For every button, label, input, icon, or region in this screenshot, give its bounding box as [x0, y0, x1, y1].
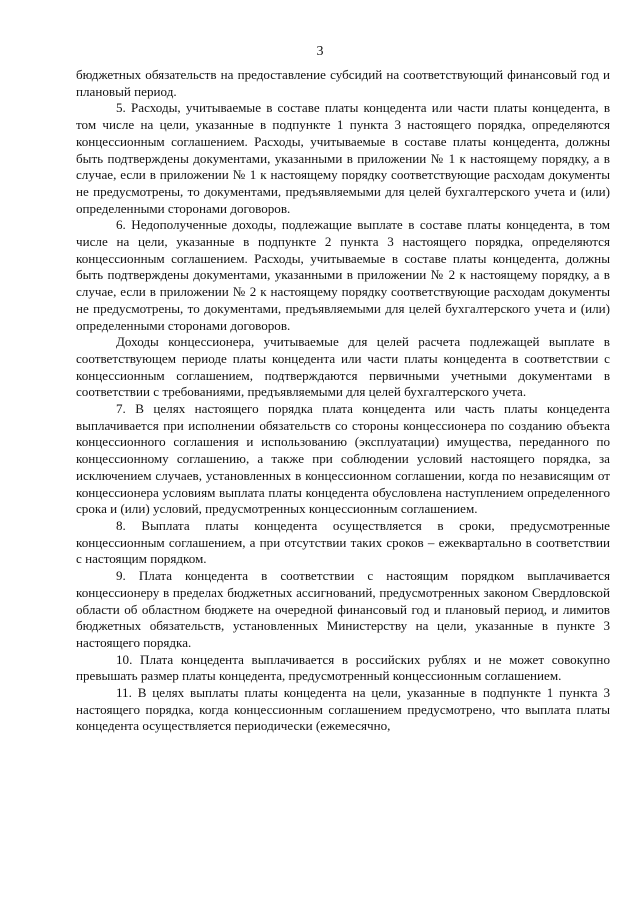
- paragraph-10: 10. Плата концедента выплачивается в российских рублях и не может совокупно превышать размер платы концедента, предусмотренный концессионным соглашением.: [76, 651, 610, 684]
- paragraph-9: 9. Плата концедента в соответствии с настоящим порядком выплачивается концессионеру в пределах бюджетных ассигнований, предусмотренных законом Свердловской области об областном бюджете на очередной финансовый год и плановый период, и лимитов бюджетных обязательств, установленных Министерству на цели, указанные в пункте 3 настоящего порядка.: [76, 568, 610, 650]
- paragraph-6-income: Доходы концессионера, учитываемые для целей расчета подлежащей выплате в соответствующем периоде платы концедента или части платы концедента в соответствии с концессионным соглашением, подтверждаются первичными учетными документами в соответствии с требованиями, предъявляемыми для целей бухгалтерского учета.: [76, 334, 610, 400]
- document-body: [76, 67, 610, 735]
- page-number: 3: [316, 44, 324, 59]
- paragraph-8: 8. Выплата платы концедента осуществляется в сроки, предусмотренные концессионным соглашением, а при отсутствии таких сроков – ежеквартально в соответствии с настоящим порядком.: [76, 517, 610, 567]
- paragraph-5: 5. Расходы, учитываемые в составе платы концедента или части платы концедента, в том числе на цели, указанные в подпункте 1 пункта 3 настоящего порядка, определяются концессионным соглашением. Расходы, учитываемые в составе платы концедента, должны быть подтверждены документами, указанными в приложении № 1 к настоящему порядку, а в случае, если в приложении № 1 к настоящему порядку соответствующие расходам документы не предусмотрены, то документами, предъявляемыми для целей бухгалтерского учета и (или) определенными сторонами договоров.: [76, 100, 610, 216]
- paragraph-7: 7. В целях настоящего порядка плата концедента или часть платы концедента выплачивается при исполнении обязательств со стороны концессионера по созданию объекта концессионного соглашения и использованию (эксплуатации) имущества, переданного по концессионному соглашению, а также при соблюдении условий настоящего порядка, за исключением случаев, установленных в концессионном соглашении, когда по независящим от концессионера условиям выплата платы концедента обусловлена наступлением определенного срока и (или) условий, предусмотренных концессионным соглашением.: [76, 401, 610, 517]
- paragraph-11: 11. В целях выплаты платы концедента на цели, указанные в подпункте 1 пункта 3 настоящего порядка, когда концессионным соглашением предусмотрено, что выплата платы концедента осуществляется периодически (ежемесячно,: [76, 685, 610, 734]
- paragraph-6: 6. Недополученные доходы, подлежащие выплате в составе платы концедента, в том числе на цели, указанные в подпункте 2 пункта 3 настоящего порядка, определяются концессионным соглашением. Расходы, учитываемые в составе платы концедента, должны быть подтверждены документами, указанными в приложении № 2 к настоящему порядку, а в случае, если в приложении № 2 к настоящему порядку соответствующие расходам документы не предусмотрены, то документами, предъявляемыми для целей бухгалтерского учета и (или) определенными сторонами договоров.: [76, 217, 610, 333]
- paragraph-continuation: бюджетных обязательств на предоставление субсидий на соответствующий финансовый год и плановый период.: [76, 67, 610, 99]
